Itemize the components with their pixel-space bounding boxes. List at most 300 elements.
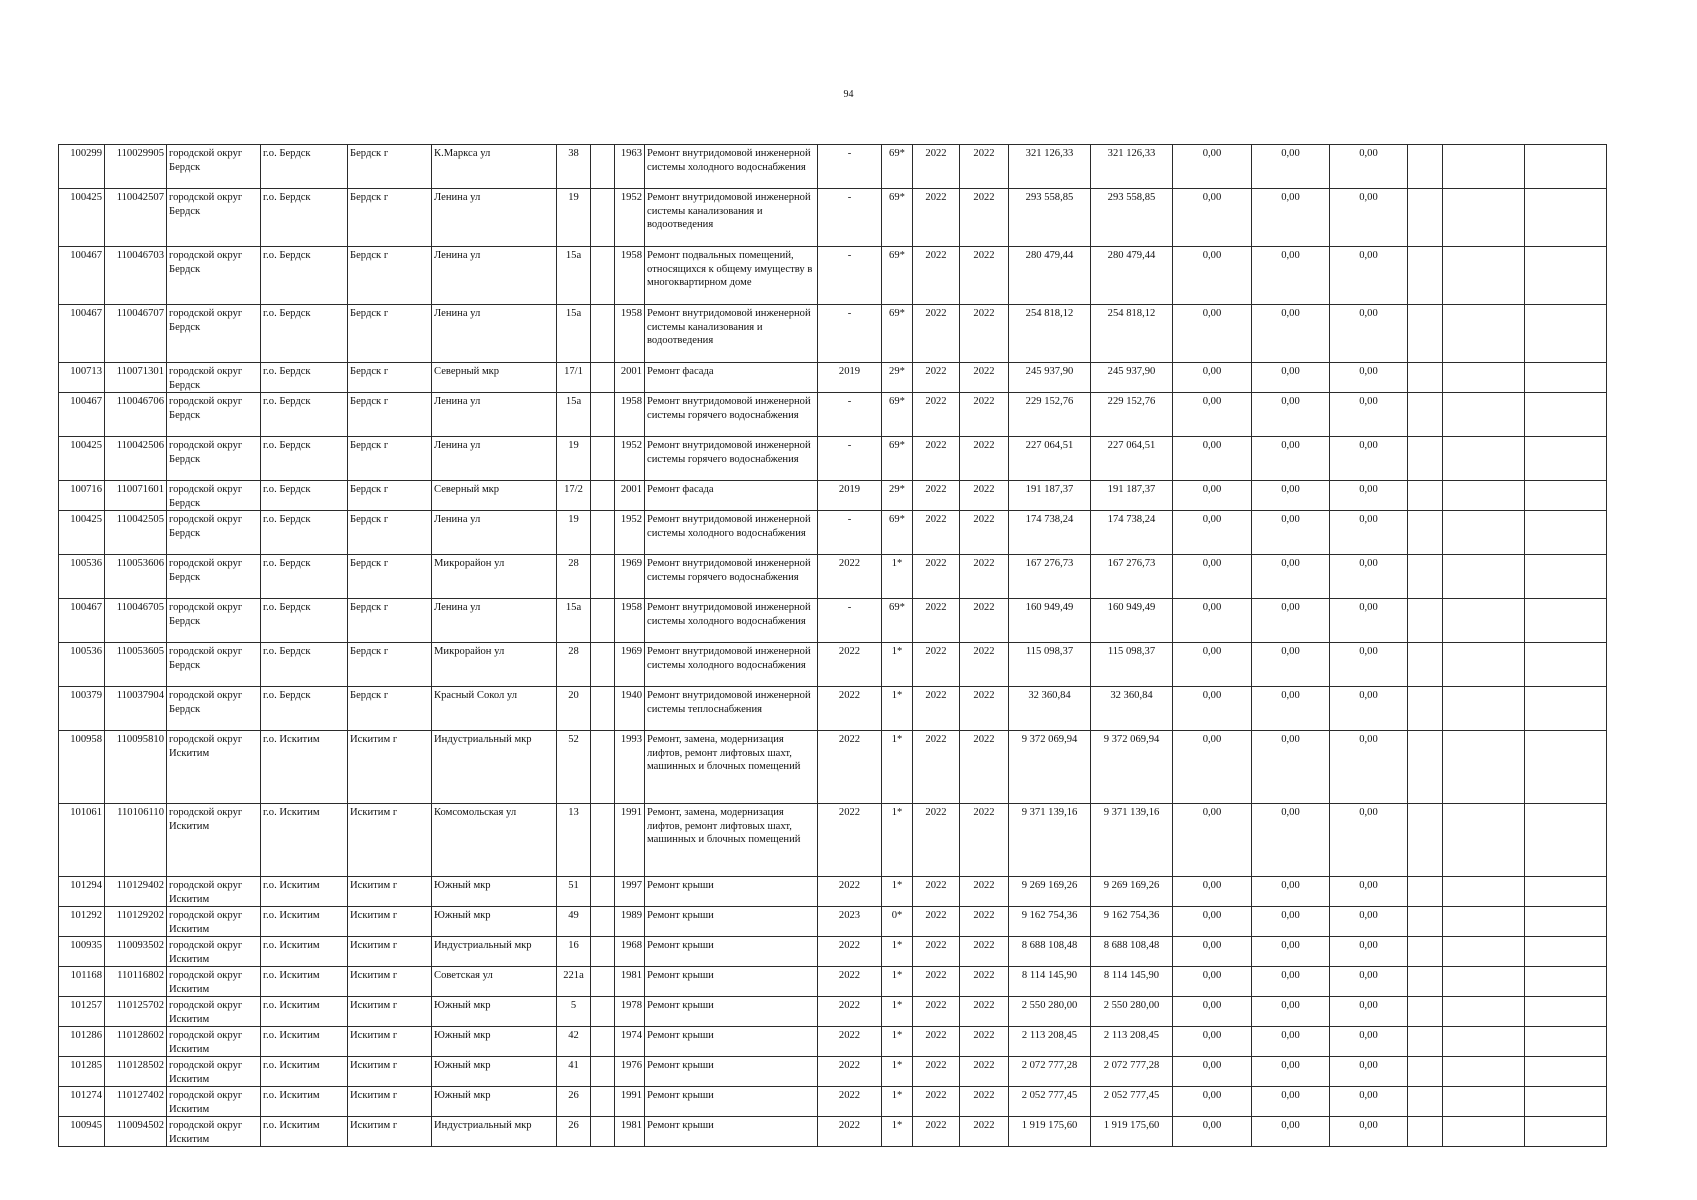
cell-regional-budget-cost: 0,00 bbox=[1252, 643, 1330, 687]
cell-total-cost: 227 064,51 bbox=[1009, 437, 1091, 481]
cell-plan-year-end: 2022 bbox=[960, 804, 1009, 877]
cell-local-budget-cost: 0,00 bbox=[1330, 247, 1408, 305]
cell-municipal-district: г.о. Искитим bbox=[261, 1027, 348, 1057]
cell-regional-budget-cost: 0,00 bbox=[1252, 877, 1330, 907]
cell-house-number: 15а bbox=[557, 393, 591, 437]
cell-extra-1 bbox=[1408, 907, 1443, 937]
cell-previous-repair-year: 2022 bbox=[818, 967, 882, 997]
cell-settlement: Искитим г bbox=[348, 937, 432, 967]
cell-house-number: 15а bbox=[557, 599, 591, 643]
cell-settlement: Искитим г bbox=[348, 1027, 432, 1057]
cell-building bbox=[591, 1087, 615, 1117]
cell-plan-year-start: 2022 bbox=[913, 555, 960, 599]
cell-regional-fund-cost: 321 126,33 bbox=[1091, 145, 1173, 189]
cell-municipal-district: г.о. Искитим bbox=[261, 907, 348, 937]
cell-regional-fund-cost: 2 072 777,28 bbox=[1091, 1057, 1173, 1087]
cell-street: Комсомольская ул bbox=[432, 804, 557, 877]
cell-building bbox=[591, 393, 615, 437]
cell-wear-percent: 69* bbox=[882, 393, 913, 437]
cell-building bbox=[591, 145, 615, 189]
cell-federal-cost: 0,00 bbox=[1173, 877, 1252, 907]
cell-extra-1 bbox=[1408, 1027, 1443, 1057]
cell-extra-2 bbox=[1443, 247, 1525, 305]
cell-local-budget-cost: 0,00 bbox=[1330, 687, 1408, 731]
cell-regional-budget-cost: 0,00 bbox=[1252, 437, 1330, 481]
cell-work-id: 110042507 bbox=[105, 189, 167, 247]
cell-work-type: Ремонт фасада bbox=[645, 363, 818, 393]
table-body bbox=[59, 145, 1607, 1147]
cell-federal-cost: 0,00 bbox=[1173, 1087, 1252, 1117]
cell-municipal-district: г.о. Бердск bbox=[261, 643, 348, 687]
cell-street: Микрорайон ул bbox=[432, 643, 557, 687]
cell-local-budget-cost: 0,00 bbox=[1330, 145, 1408, 189]
cell-regional-fund-cost: 2 052 777,45 bbox=[1091, 1087, 1173, 1117]
cell-regional-fund-cost: 8 688 108,48 bbox=[1091, 937, 1173, 967]
cell-settlement: Искитим г bbox=[348, 1087, 432, 1117]
cell-plan-year-start: 2022 bbox=[913, 643, 960, 687]
cell-street: Ленина ул bbox=[432, 189, 557, 247]
cell-local-budget-cost: 0,00 bbox=[1330, 937, 1408, 967]
cell-plan-year-end: 2022 bbox=[960, 481, 1009, 511]
cell-regional-fund-cost: 1 919 175,60 bbox=[1091, 1117, 1173, 1147]
cell-wear-percent: 69* bbox=[882, 437, 913, 481]
cell-work-id: 110071301 bbox=[105, 363, 167, 393]
cell-plan-year-start: 2022 bbox=[913, 437, 960, 481]
cell-regional-budget-cost: 0,00 bbox=[1252, 555, 1330, 599]
cell-federal-cost: 0,00 bbox=[1173, 145, 1252, 189]
cell-built-year: 1976 bbox=[615, 1057, 645, 1087]
cell-extra-1 bbox=[1408, 247, 1443, 305]
cell-regional-budget-cost: 0,00 bbox=[1252, 189, 1330, 247]
cell-previous-repair-year: - bbox=[818, 599, 882, 643]
cell-extra-1 bbox=[1408, 687, 1443, 731]
cell-extra-3 bbox=[1525, 967, 1607, 997]
cell-regional-budget-cost: 0,00 bbox=[1252, 1027, 1330, 1057]
cell-work-type: Ремонт внутридомовой инженерной системы холодного водоснабжения bbox=[645, 643, 818, 687]
cell-extra-3 bbox=[1525, 937, 1607, 967]
cell-plan-year-end: 2022 bbox=[960, 555, 1009, 599]
cell-wear-percent: 1* bbox=[882, 731, 913, 804]
cell-settlement: Бердск г bbox=[348, 247, 432, 305]
cell-municipality: городской округ Искитим bbox=[167, 877, 261, 907]
cell-municipality: городской округ Искитим bbox=[167, 731, 261, 804]
cell-street: Советская ул bbox=[432, 967, 557, 997]
cell-street: Индустриальный мкр bbox=[432, 731, 557, 804]
cell-federal-cost: 0,00 bbox=[1173, 481, 1252, 511]
cell-wear-percent: 69* bbox=[882, 145, 913, 189]
cell-total-cost: 2 550 280,00 bbox=[1009, 997, 1091, 1027]
cell-street: Красный Сокол ул bbox=[432, 687, 557, 731]
cell-street: Микрорайон ул bbox=[432, 555, 557, 599]
cell-settlement: Искитим г bbox=[348, 997, 432, 1027]
cell-building bbox=[591, 189, 615, 247]
cell-federal-cost: 0,00 bbox=[1173, 189, 1252, 247]
cell-wear-percent: 1* bbox=[882, 967, 913, 997]
cell-regional-fund-cost: 191 187,37 bbox=[1091, 481, 1173, 511]
cell-regional-budget-cost: 0,00 bbox=[1252, 247, 1330, 305]
cell-extra-2 bbox=[1443, 599, 1525, 643]
cell-regional-fund-cost: 293 558,85 bbox=[1091, 189, 1173, 247]
cell-building bbox=[591, 555, 615, 599]
table-row bbox=[59, 997, 1607, 1027]
cell-settlement: Бердск г bbox=[348, 555, 432, 599]
cell-local-budget-cost: 0,00 bbox=[1330, 1027, 1408, 1057]
cell-previous-repair-year: 2019 bbox=[818, 481, 882, 511]
cell-plan-year-start: 2022 bbox=[913, 393, 960, 437]
cell-total-cost: 8 688 108,48 bbox=[1009, 937, 1091, 967]
cell-street: Индустриальный мкр bbox=[432, 937, 557, 967]
cell-work-id: 110093502 bbox=[105, 937, 167, 967]
cell-plan-year-end: 2022 bbox=[960, 363, 1009, 393]
cell-extra-3 bbox=[1525, 1087, 1607, 1117]
cell-municipality: городской округ Искитим bbox=[167, 1117, 261, 1147]
cell-local-budget-cost: 0,00 bbox=[1330, 997, 1408, 1027]
cell-street: Южный мкр bbox=[432, 997, 557, 1027]
cell-work-type: Ремонт внутридомовой инженерной системы холодного водоснабжения bbox=[645, 145, 818, 189]
cell-plan-year-start: 2022 bbox=[913, 907, 960, 937]
cell-plan-year-start: 2022 bbox=[913, 305, 960, 363]
cell-total-cost: 9 162 754,36 bbox=[1009, 907, 1091, 937]
cell-house-number: 15а bbox=[557, 305, 591, 363]
cell-program-id: 100958 bbox=[59, 731, 105, 804]
cell-built-year: 1969 bbox=[615, 555, 645, 599]
cell-wear-percent: 29* bbox=[882, 481, 913, 511]
cell-previous-repair-year: - bbox=[818, 393, 882, 437]
cell-regional-budget-cost: 0,00 bbox=[1252, 804, 1330, 877]
cell-regional-fund-cost: 160 949,49 bbox=[1091, 599, 1173, 643]
cell-local-budget-cost: 0,00 bbox=[1330, 511, 1408, 555]
cell-extra-3 bbox=[1525, 599, 1607, 643]
cell-federal-cost: 0,00 bbox=[1173, 599, 1252, 643]
cell-house-number: 17/2 bbox=[557, 481, 591, 511]
cell-wear-percent: 1* bbox=[882, 1087, 913, 1117]
cell-municipal-district: г.о. Бердск bbox=[261, 481, 348, 511]
cell-plan-year-start: 2022 bbox=[913, 1087, 960, 1117]
cell-work-type: Ремонт фасада bbox=[645, 481, 818, 511]
cell-building bbox=[591, 1117, 615, 1147]
cell-settlement: Бердск г bbox=[348, 437, 432, 481]
cell-work-id: 110042506 bbox=[105, 437, 167, 481]
cell-plan-year-end: 2022 bbox=[960, 305, 1009, 363]
table-row bbox=[59, 247, 1607, 305]
cell-municipality: городской округ Бердск bbox=[167, 393, 261, 437]
cell-settlement: Бердск г bbox=[348, 393, 432, 437]
cell-settlement: Бердск г bbox=[348, 643, 432, 687]
cell-total-cost: 32 360,84 bbox=[1009, 687, 1091, 731]
cell-plan-year-end: 2022 bbox=[960, 599, 1009, 643]
cell-work-type: Ремонт внутридомовой инженерной системы теплоснабжения bbox=[645, 687, 818, 731]
cell-extra-2 bbox=[1443, 1057, 1525, 1087]
cell-work-id: 110046706 bbox=[105, 393, 167, 437]
cell-plan-year-start: 2022 bbox=[913, 877, 960, 907]
cell-work-id: 110046703 bbox=[105, 247, 167, 305]
cell-federal-cost: 0,00 bbox=[1173, 1057, 1252, 1087]
cell-house-number: 42 bbox=[557, 1027, 591, 1057]
cell-building bbox=[591, 511, 615, 555]
cell-work-type: Ремонт крыши bbox=[645, 877, 818, 907]
cell-street: Ленина ул bbox=[432, 393, 557, 437]
cell-building bbox=[591, 305, 615, 363]
cell-local-budget-cost: 0,00 bbox=[1330, 599, 1408, 643]
cell-work-type: Ремонт крыши bbox=[645, 1027, 818, 1057]
table-row bbox=[59, 731, 1607, 804]
cell-work-type: Ремонт подвальных помещений, относящихся к общему имуществу в многоквартирном доме bbox=[645, 247, 818, 305]
cell-work-id: 110129202 bbox=[105, 907, 167, 937]
cell-work-id: 110042505 bbox=[105, 511, 167, 555]
cell-extra-2 bbox=[1443, 555, 1525, 599]
cell-extra-1 bbox=[1408, 731, 1443, 804]
cell-work-type: Ремонт крыши bbox=[645, 997, 818, 1027]
cell-street: Южный мкр bbox=[432, 907, 557, 937]
cell-settlement: Искитим г bbox=[348, 967, 432, 997]
cell-previous-repair-year: - bbox=[818, 305, 882, 363]
cell-plan-year-start: 2022 bbox=[913, 804, 960, 877]
cell-work-id: 110071601 bbox=[105, 481, 167, 511]
cell-extra-1 bbox=[1408, 437, 1443, 481]
cell-program-id: 100536 bbox=[59, 555, 105, 599]
cell-plan-year-end: 2022 bbox=[960, 1057, 1009, 1087]
cell-extra-2 bbox=[1443, 687, 1525, 731]
cell-plan-year-end: 2022 bbox=[960, 687, 1009, 731]
cell-work-id: 110116802 bbox=[105, 967, 167, 997]
cell-regional-fund-cost: 2 550 280,00 bbox=[1091, 997, 1173, 1027]
cell-work-type: Ремонт крыши bbox=[645, 1117, 818, 1147]
cell-regional-budget-cost: 0,00 bbox=[1252, 511, 1330, 555]
cell-federal-cost: 0,00 bbox=[1173, 1027, 1252, 1057]
cell-work-id: 110037904 bbox=[105, 687, 167, 731]
cell-building bbox=[591, 1057, 615, 1087]
cell-wear-percent: 1* bbox=[882, 1057, 913, 1087]
cell-built-year: 1991 bbox=[615, 1087, 645, 1117]
cell-house-number: 51 bbox=[557, 877, 591, 907]
cell-regional-fund-cost: 254 818,12 bbox=[1091, 305, 1173, 363]
cell-total-cost: 8 114 145,90 bbox=[1009, 967, 1091, 997]
cell-work-type: Ремонт внутридомовой инженерной системы горячего водоснабжения bbox=[645, 437, 818, 481]
cell-plan-year-end: 2022 bbox=[960, 1117, 1009, 1147]
cell-local-budget-cost: 0,00 bbox=[1330, 393, 1408, 437]
cell-extra-2 bbox=[1443, 511, 1525, 555]
cell-extra-1 bbox=[1408, 555, 1443, 599]
cell-regional-budget-cost: 0,00 bbox=[1252, 1087, 1330, 1117]
cell-built-year: 1981 bbox=[615, 967, 645, 997]
cell-built-year: 1952 bbox=[615, 511, 645, 555]
cell-wear-percent: 69* bbox=[882, 189, 913, 247]
cell-regional-budget-cost: 0,00 bbox=[1252, 599, 1330, 643]
cell-extra-2 bbox=[1443, 997, 1525, 1027]
cell-plan-year-start: 2022 bbox=[913, 145, 960, 189]
cell-work-type: Ремонт крыши bbox=[645, 937, 818, 967]
cell-program-id: 100425 bbox=[59, 437, 105, 481]
cell-wear-percent: 1* bbox=[882, 643, 913, 687]
cell-total-cost: 2 052 777,45 bbox=[1009, 1087, 1091, 1117]
cell-plan-year-end: 2022 bbox=[960, 967, 1009, 997]
cell-total-cost: 254 818,12 bbox=[1009, 305, 1091, 363]
cell-federal-cost: 0,00 bbox=[1173, 437, 1252, 481]
cell-municipality: городской округ Искитим bbox=[167, 967, 261, 997]
cell-wear-percent: 1* bbox=[882, 937, 913, 967]
cell-work-id: 110095810 bbox=[105, 731, 167, 804]
cell-plan-year-start: 2022 bbox=[913, 599, 960, 643]
cell-total-cost: 167 276,73 bbox=[1009, 555, 1091, 599]
cell-house-number: 5 bbox=[557, 997, 591, 1027]
cell-regional-budget-cost: 0,00 bbox=[1252, 1057, 1330, 1087]
cell-local-budget-cost: 0,00 bbox=[1330, 907, 1408, 937]
cell-regional-fund-cost: 9 372 069,94 bbox=[1091, 731, 1173, 804]
cell-building bbox=[591, 363, 615, 393]
cell-local-budget-cost: 0,00 bbox=[1330, 804, 1408, 877]
cell-program-id: 100467 bbox=[59, 393, 105, 437]
cell-federal-cost: 0,00 bbox=[1173, 1117, 1252, 1147]
cell-local-budget-cost: 0,00 bbox=[1330, 437, 1408, 481]
table-row bbox=[59, 305, 1607, 363]
cell-regional-budget-cost: 0,00 bbox=[1252, 1117, 1330, 1147]
cell-extra-2 bbox=[1443, 907, 1525, 937]
cell-program-id: 100713 bbox=[59, 363, 105, 393]
cell-municipal-district: г.о. Искитим bbox=[261, 804, 348, 877]
table-row bbox=[59, 1027, 1607, 1057]
cell-municipal-district: г.о. Искитим bbox=[261, 731, 348, 804]
cell-extra-1 bbox=[1408, 189, 1443, 247]
cell-work-type: Ремонт крыши bbox=[645, 1057, 818, 1087]
cell-previous-repair-year: 2022 bbox=[818, 555, 882, 599]
cell-work-type: Ремонт, замена, модернизация лифтов, ремонт лифтовых шахт, машинных и блочных помещений bbox=[645, 804, 818, 877]
cell-program-id: 101286 bbox=[59, 1027, 105, 1057]
cell-wear-percent: 0* bbox=[882, 907, 913, 937]
cell-program-id: 100935 bbox=[59, 937, 105, 967]
cell-work-type: Ремонт внутридомовой инженерной системы горячего водоснабжения bbox=[645, 393, 818, 437]
cell-built-year: 1940 bbox=[615, 687, 645, 731]
cell-local-budget-cost: 0,00 bbox=[1330, 305, 1408, 363]
cell-regional-budget-cost: 0,00 bbox=[1252, 145, 1330, 189]
cell-work-type: Ремонт внутридомовой инженерной системы холодного водоснабжения bbox=[645, 511, 818, 555]
cell-extra-2 bbox=[1443, 437, 1525, 481]
cell-previous-repair-year: 2019 bbox=[818, 363, 882, 393]
cell-municipality: городской округ Бердск bbox=[167, 643, 261, 687]
cell-regional-fund-cost: 227 064,51 bbox=[1091, 437, 1173, 481]
cell-work-type: Ремонт внутридомовой инженерной системы холодного водоснабжения bbox=[645, 599, 818, 643]
cell-regional-fund-cost: 115 098,37 bbox=[1091, 643, 1173, 687]
cell-previous-repair-year: - bbox=[818, 189, 882, 247]
cell-plan-year-start: 2022 bbox=[913, 247, 960, 305]
cell-regional-fund-cost: 9 371 139,16 bbox=[1091, 804, 1173, 877]
cell-built-year: 1974 bbox=[615, 1027, 645, 1057]
cell-wear-percent: 1* bbox=[882, 804, 913, 877]
cell-wear-percent: 1* bbox=[882, 687, 913, 731]
cell-municipality: городской округ Искитим bbox=[167, 804, 261, 877]
cell-regional-fund-cost: 229 152,76 bbox=[1091, 393, 1173, 437]
cell-municipal-district: г.о. Бердск bbox=[261, 305, 348, 363]
cell-total-cost: 229 152,76 bbox=[1009, 393, 1091, 437]
cell-total-cost: 280 479,44 bbox=[1009, 247, 1091, 305]
cell-settlement: Искитим г bbox=[348, 877, 432, 907]
cell-municipality: городской округ Бердск bbox=[167, 363, 261, 393]
cell-building bbox=[591, 687, 615, 731]
cell-previous-repair-year: - bbox=[818, 145, 882, 189]
cell-work-type: Ремонт крыши bbox=[645, 967, 818, 997]
cell-total-cost: 2 113 208,45 bbox=[1009, 1027, 1091, 1057]
cell-federal-cost: 0,00 bbox=[1173, 363, 1252, 393]
cell-total-cost: 293 558,85 bbox=[1009, 189, 1091, 247]
table-row bbox=[59, 481, 1607, 511]
cell-previous-repair-year: 2022 bbox=[818, 804, 882, 877]
cell-local-budget-cost: 0,00 bbox=[1330, 481, 1408, 511]
cell-previous-repair-year: 2022 bbox=[818, 877, 882, 907]
cell-settlement: Искитим г bbox=[348, 804, 432, 877]
cell-municipality: городской округ Искитим bbox=[167, 937, 261, 967]
cell-built-year: 1993 bbox=[615, 731, 645, 804]
table-row bbox=[59, 189, 1607, 247]
cell-building bbox=[591, 437, 615, 481]
cell-built-year: 1958 bbox=[615, 599, 645, 643]
cell-federal-cost: 0,00 bbox=[1173, 804, 1252, 877]
cell-extra-3 bbox=[1525, 189, 1607, 247]
cell-plan-year-start: 2022 bbox=[913, 363, 960, 393]
table-row bbox=[59, 643, 1607, 687]
cell-house-number: 16 bbox=[557, 937, 591, 967]
cell-regional-budget-cost: 0,00 bbox=[1252, 363, 1330, 393]
cell-settlement: Искитим г bbox=[348, 731, 432, 804]
cell-regional-fund-cost: 280 479,44 bbox=[1091, 247, 1173, 305]
cell-house-number: 221а bbox=[557, 967, 591, 997]
table-row bbox=[59, 804, 1607, 877]
cell-settlement: Искитим г bbox=[348, 1057, 432, 1087]
table-row bbox=[59, 599, 1607, 643]
cell-previous-repair-year: 2022 bbox=[818, 1027, 882, 1057]
cell-built-year: 1958 bbox=[615, 305, 645, 363]
cell-plan-year-start: 2022 bbox=[913, 1057, 960, 1087]
cell-street: Южный мкр bbox=[432, 877, 557, 907]
cell-wear-percent: 1* bbox=[882, 1117, 913, 1147]
cell-extra-1 bbox=[1408, 937, 1443, 967]
cell-extra-3 bbox=[1525, 907, 1607, 937]
cell-municipality: городской округ Бердск bbox=[167, 599, 261, 643]
cell-municipal-district: г.о. Бердск bbox=[261, 247, 348, 305]
cell-federal-cost: 0,00 bbox=[1173, 907, 1252, 937]
cell-municipality: городской округ Бердск bbox=[167, 247, 261, 305]
cell-municipal-district: г.о. Искитим bbox=[261, 937, 348, 967]
cell-extra-1 bbox=[1408, 877, 1443, 907]
cell-previous-repair-year: 2022 bbox=[818, 687, 882, 731]
repair-register-table bbox=[58, 144, 1607, 1147]
cell-wear-percent: 1* bbox=[882, 555, 913, 599]
cell-built-year: 1969 bbox=[615, 643, 645, 687]
cell-regional-budget-cost: 0,00 bbox=[1252, 687, 1330, 731]
cell-extra-3 bbox=[1525, 1057, 1607, 1087]
cell-street: Северный мкр bbox=[432, 363, 557, 393]
cell-built-year: 1981 bbox=[615, 1117, 645, 1147]
cell-building bbox=[591, 804, 615, 877]
cell-house-number: 28 bbox=[557, 643, 591, 687]
cell-program-id: 100716 bbox=[59, 481, 105, 511]
cell-wear-percent: 69* bbox=[882, 599, 913, 643]
cell-wear-percent: 69* bbox=[882, 305, 913, 363]
cell-extra-3 bbox=[1525, 363, 1607, 393]
cell-work-id: 110128502 bbox=[105, 1057, 167, 1087]
cell-municipality: городской округ Бердск bbox=[167, 189, 261, 247]
cell-local-budget-cost: 0,00 bbox=[1330, 731, 1408, 804]
cell-plan-year-end: 2022 bbox=[960, 877, 1009, 907]
cell-previous-repair-year: 2022 bbox=[818, 1087, 882, 1117]
cell-built-year: 1958 bbox=[615, 247, 645, 305]
cell-plan-year-end: 2022 bbox=[960, 1087, 1009, 1117]
cell-municipality: городской округ Искитим bbox=[167, 1057, 261, 1087]
cell-extra-1 bbox=[1408, 1087, 1443, 1117]
cell-building bbox=[591, 731, 615, 804]
cell-extra-3 bbox=[1525, 731, 1607, 804]
cell-extra-1 bbox=[1408, 997, 1443, 1027]
cell-extra-3 bbox=[1525, 804, 1607, 877]
cell-built-year: 1958 bbox=[615, 393, 645, 437]
